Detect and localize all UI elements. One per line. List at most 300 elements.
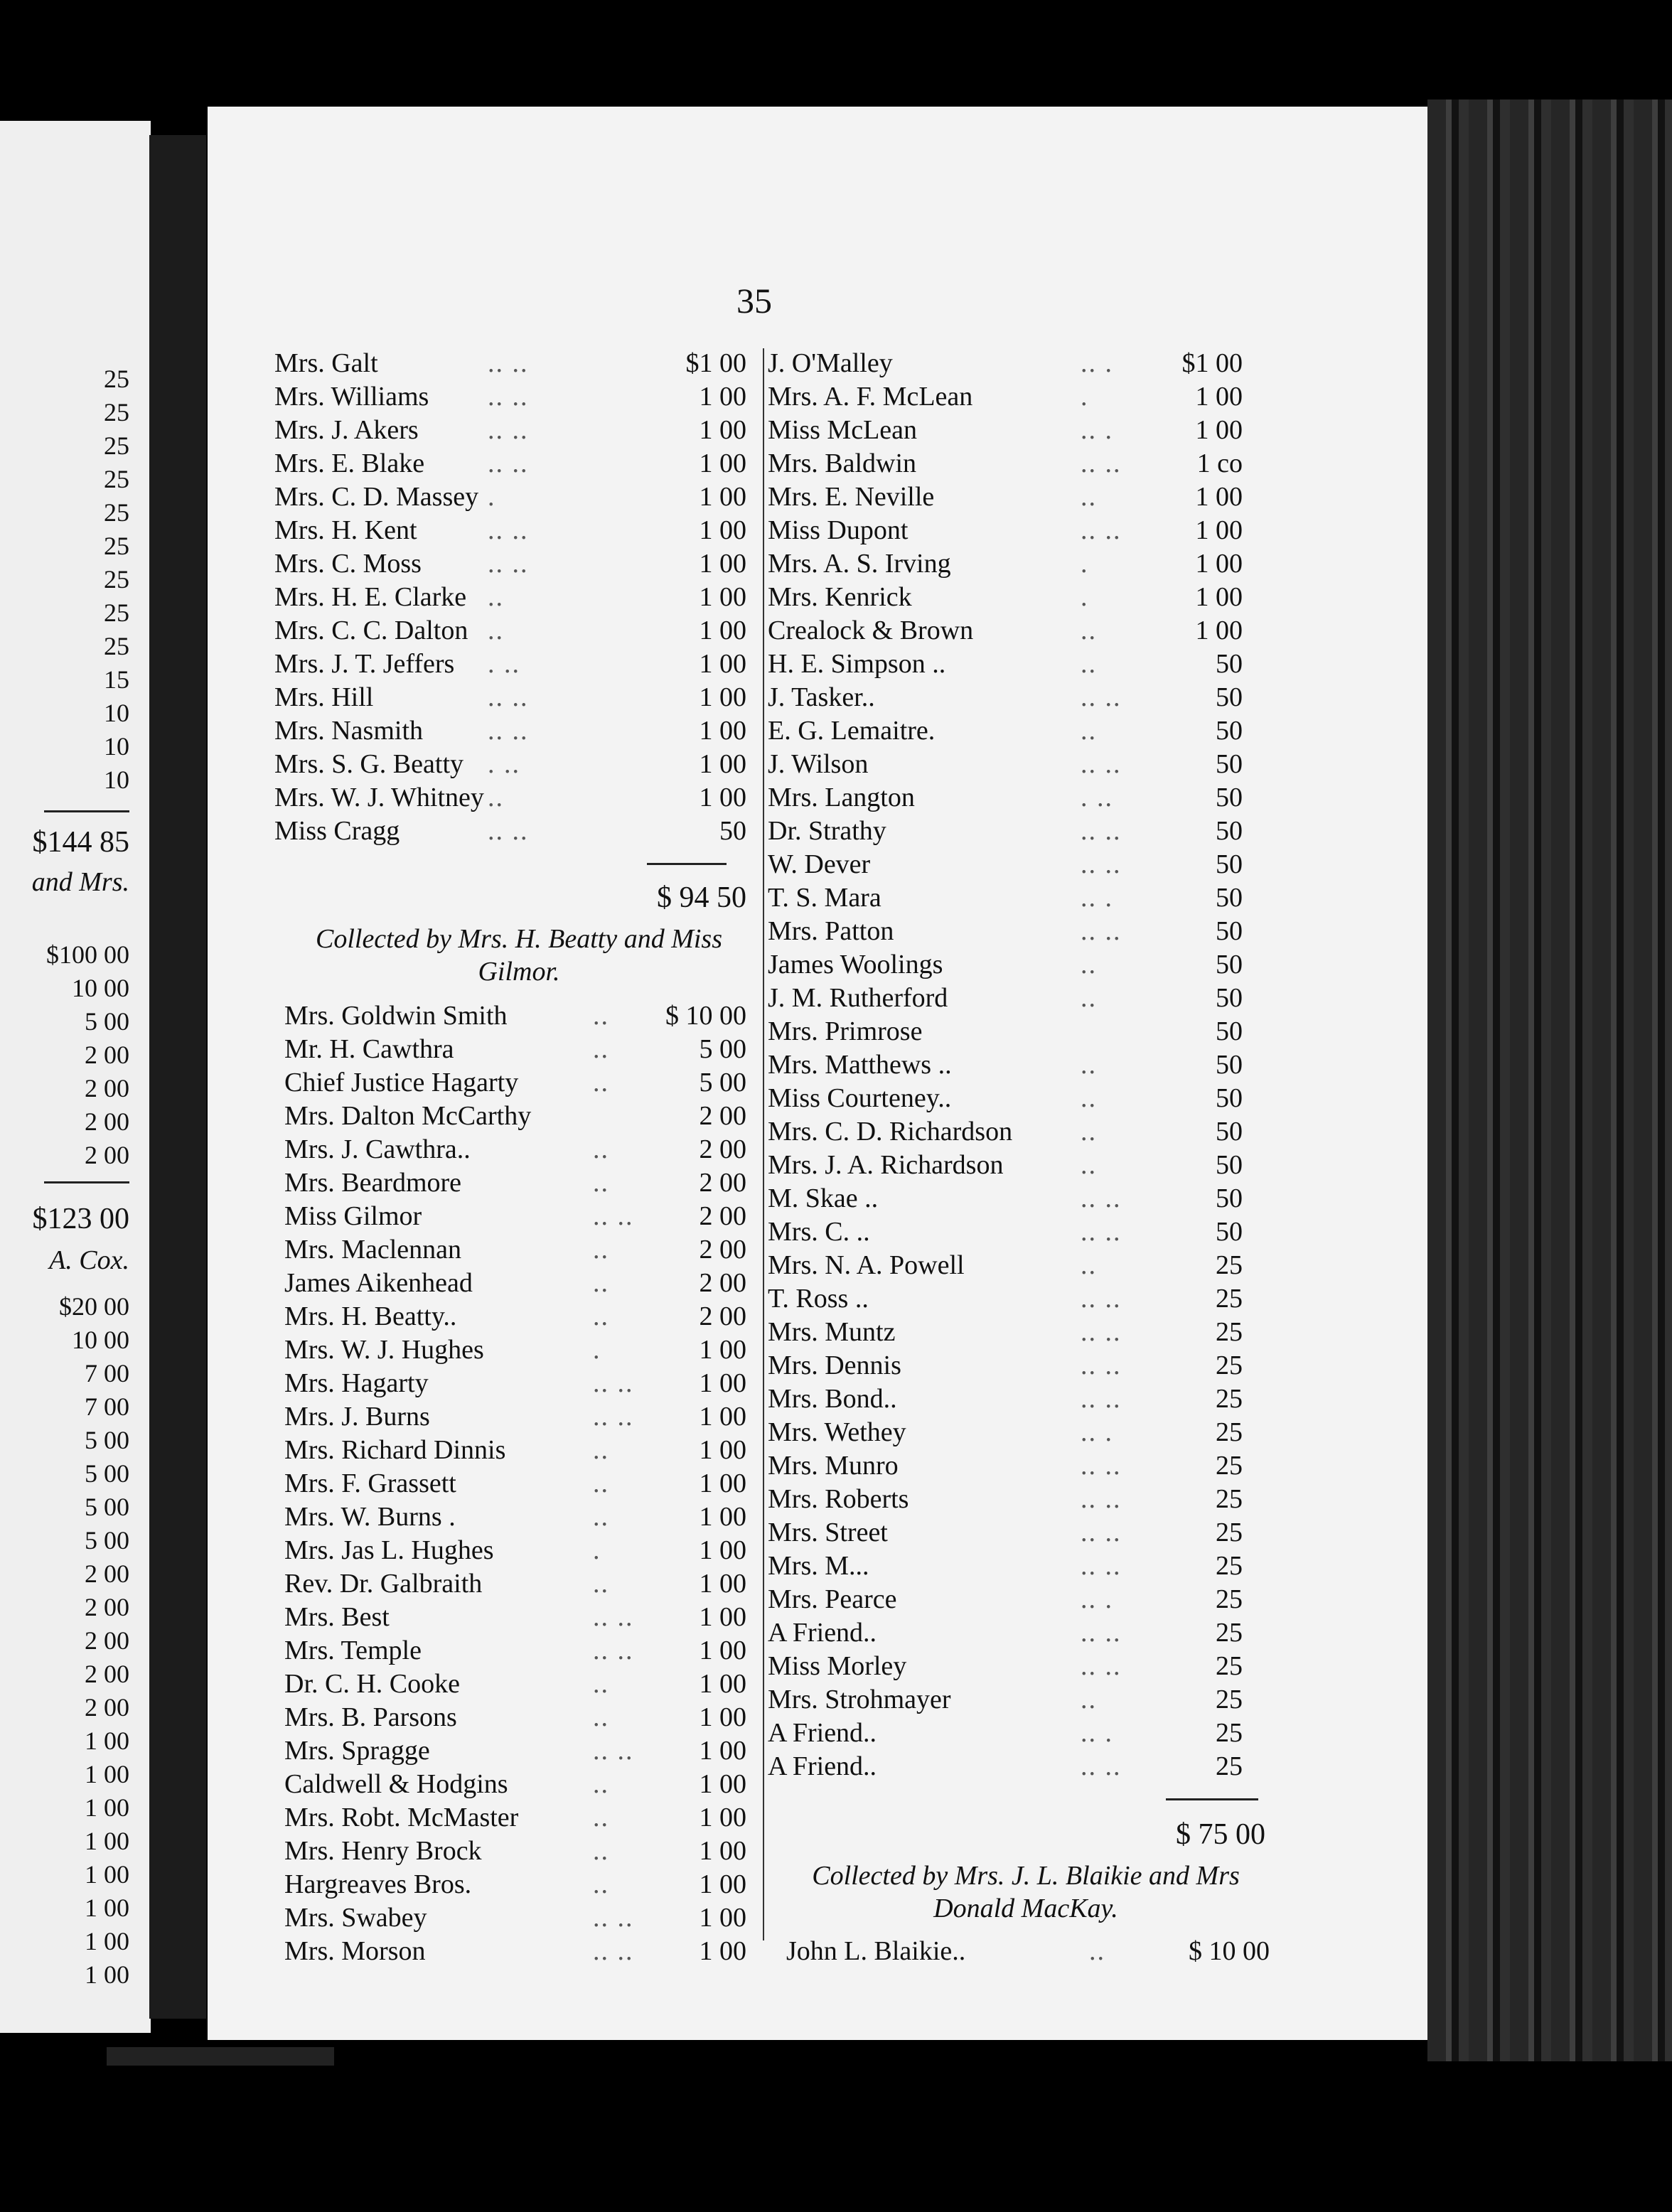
- list-item: [284, 1500, 746, 1534]
- amount: 50: [1216, 1050, 1243, 1080]
- list-item: [768, 1115, 1243, 1149]
- contributor-name: Mrs. Hill: [274, 682, 374, 712]
- amount: 1 00: [699, 1368, 746, 1398]
- amount: 5 00: [85, 1426, 129, 1454]
- contributor-name: Mrs. Street: [768, 1518, 888, 1547]
- list-item: [768, 1215, 1243, 1249]
- contributor-name: Mrs. Morson: [284, 1936, 426, 1966]
- list-item: [768, 1583, 1243, 1616]
- amount: 50: [1216, 1117, 1243, 1147]
- contributor-name: Miss McLean: [768, 415, 918, 445]
- contributor-name: W. Dever: [768, 849, 871, 879]
- list-item: [284, 1601, 746, 1634]
- dot-leader: .. ..: [1081, 1351, 1122, 1380]
- dot-leader: ..: [1081, 1117, 1097, 1147]
- amount: 1 co: [1196, 449, 1243, 478]
- amount: 2 00: [85, 1107, 129, 1136]
- dot-leader: .: [1081, 382, 1089, 412]
- dot-leader: .. ..: [1081, 1518, 1122, 1547]
- dot-leader: .. ..: [488, 716, 529, 746]
- list-item: [284, 1333, 746, 1367]
- amount: 5 00: [699, 1068, 746, 1097]
- amount: 25: [1216, 1718, 1243, 1748]
- contributor-name: Mrs. J. T. Jeffers: [274, 649, 455, 679]
- subtotal: $ 94 50: [657, 881, 746, 914]
- dot-leader: .. ..: [488, 682, 529, 712]
- amount: 25: [104, 532, 129, 560]
- list-item: [284, 999, 746, 1033]
- contributor-name: Mrs. Dalton McCarthy: [284, 1101, 532, 1131]
- dot-leader: ..: [593, 1502, 609, 1532]
- contributor-name: Mrs. Roberts: [768, 1484, 909, 1514]
- amount: 10 00: [72, 1326, 129, 1354]
- amount: 1 00: [699, 1936, 746, 1966]
- amount: 10 00: [72, 974, 129, 1002]
- total-rule: [1166, 1798, 1258, 1800]
- contributor-name: T. Ross ..: [768, 1284, 869, 1314]
- list-item: [768, 881, 1243, 915]
- contributor-name: Mrs. Strohmayer: [768, 1685, 951, 1714]
- amount: 25: [1216, 1317, 1243, 1347]
- page-number: 35: [736, 281, 772, 321]
- dot-leader: . ..: [488, 649, 520, 679]
- list-item: [274, 447, 746, 480]
- contributor-name: Mrs. C. D. Richardson: [768, 1117, 1013, 1147]
- dot-leader: ..: [1081, 1083, 1097, 1113]
- dot-leader: ..: [593, 1068, 609, 1097]
- list-item: [768, 414, 1243, 447]
- amount: 25: [1216, 1284, 1243, 1314]
- contributor-name: Mrs. J. A. Richardson: [768, 1150, 1004, 1180]
- dot-leader: .. ..: [593, 1736, 634, 1766]
- dot-leader: ..: [1081, 482, 1097, 512]
- list-item: [284, 1935, 746, 1968]
- amount: 50: [1216, 916, 1243, 946]
- list-item: [274, 414, 746, 447]
- amount: 2 00: [85, 1559, 129, 1588]
- contributor-name: Mrs. C. Moss: [274, 549, 422, 579]
- dot-leader: .. ..: [1081, 1651, 1122, 1681]
- list-item: [274, 547, 746, 581]
- amount: 1 00: [85, 1793, 129, 1822]
- list-item: [284, 1033, 746, 1066]
- dot-leader: .. ..: [593, 1201, 634, 1231]
- amount: 25: [104, 431, 129, 460]
- list-item: [768, 714, 1243, 748]
- dot-leader: .. ..: [1081, 816, 1122, 846]
- amount: 5 00: [85, 1459, 129, 1488]
- amount: 1 00: [699, 1903, 746, 1933]
- contributor-name: Miss Dupont: [768, 515, 909, 545]
- dot-leader: .. .: [1081, 348, 1113, 378]
- dot-leader: .. ..: [593, 1936, 634, 1966]
- contributor-name: Mrs. Jas L. Hughes: [284, 1535, 494, 1565]
- dot-leader: .. ..: [1081, 515, 1122, 545]
- amount: 50: [1216, 1150, 1243, 1180]
- dot-leader: .. ..: [593, 1903, 634, 1933]
- amount: 2 00: [699, 1134, 746, 1164]
- contributor-name: Mrs. Goldwin Smith: [284, 1001, 508, 1031]
- dot-leader: .. ..: [1081, 1217, 1122, 1247]
- amount: 25: [104, 398, 129, 426]
- list-item: [768, 547, 1243, 581]
- contributor-name: Mrs. A. F. McLean: [768, 382, 973, 412]
- list-item: [768, 1516, 1243, 1550]
- subtotal: $123 00: [32, 1203, 129, 1235]
- dot-leader: .. .: [1081, 883, 1113, 913]
- contributor-name: Dr. C. H. Cooke: [284, 1669, 460, 1699]
- list-item: [768, 614, 1243, 648]
- contributor-name: James Aikenhead: [284, 1268, 473, 1298]
- contributor-name: Mrs. Spragge: [284, 1736, 430, 1766]
- list-item: [768, 1282, 1243, 1316]
- contributor-name: A Friend..: [768, 1718, 877, 1748]
- amount: 25: [1216, 1250, 1243, 1280]
- list-item: [284, 1567, 746, 1601]
- dot-leader: ..: [1081, 983, 1097, 1013]
- amount: 1 00: [699, 716, 746, 746]
- list-item: [768, 1550, 1243, 1583]
- contributor-name: Mrs. Munro: [768, 1451, 899, 1481]
- list-item: [274, 514, 746, 547]
- amount: 25: [1216, 1451, 1243, 1481]
- list-item: [768, 1149, 1243, 1182]
- contributor-name: Mrs. Nasmith: [274, 716, 423, 746]
- dot-leader: ..: [1089, 1936, 1105, 1966]
- amount: 1 00: [699, 1402, 746, 1432]
- section-heading-fragment: A. Cox.: [49, 1245, 129, 1275]
- dot-leader: .. ..: [1081, 682, 1122, 712]
- list-item: [274, 648, 746, 681]
- contributor-name: James Woolings: [768, 950, 943, 979]
- list-item: [284, 1066, 746, 1100]
- amount: 50: [1216, 783, 1243, 812]
- subtotal: $144 85: [32, 826, 129, 859]
- list-item: [768, 848, 1243, 881]
- amount: $1 00: [685, 348, 746, 378]
- dot-leader: .. ..: [1081, 849, 1122, 879]
- dot-leader: .. ..: [488, 449, 529, 478]
- list-item: [768, 1382, 1243, 1416]
- dot-leader: .. ..: [593, 1636, 634, 1665]
- amount: 1 00: [699, 682, 746, 712]
- list-item: [768, 1048, 1243, 1082]
- list-item: [768, 681, 1243, 714]
- contributor-name: Mrs. A. S. Irving: [768, 549, 951, 579]
- amount: 1 00: [85, 1827, 129, 1855]
- contributor-name: Mrs. J. Burns: [284, 1402, 430, 1432]
- contributor-name: Mrs. Robt. McMaster: [284, 1803, 519, 1832]
- contributor-name: J. Wilson: [768, 749, 869, 779]
- contributor-name: Mrs. Henry Brock: [284, 1836, 482, 1866]
- dot-leader: ..: [593, 1803, 609, 1832]
- amount: 1 00: [85, 1760, 129, 1788]
- contributor-name: Mrs. Patton: [768, 916, 894, 946]
- contributor-name: Mrs. J. Akers: [274, 415, 419, 445]
- amount: 1 00: [1195, 415, 1243, 445]
- amount: 1 00: [699, 449, 746, 478]
- dot-leader: ..: [593, 1669, 609, 1699]
- dot-leader: .. ..: [1081, 916, 1122, 946]
- amount: 1 00: [699, 482, 746, 512]
- contributor-name: Miss Morley: [768, 1651, 907, 1681]
- contributor-name: Miss Courteney..: [768, 1083, 952, 1113]
- dot-leader: ..: [1081, 1685, 1097, 1714]
- dot-leader: ..: [488, 582, 504, 612]
- contributor-name: A Friend..: [768, 1751, 877, 1781]
- amount: 50: [1216, 983, 1243, 1013]
- amount: 1 00: [699, 1335, 746, 1365]
- dot-leader: .. ..: [488, 549, 529, 579]
- list-item: [768, 948, 1243, 982]
- dot-leader: ..: [1081, 716, 1097, 746]
- amount: 50: [1216, 1016, 1243, 1046]
- amount: 1 00: [85, 1727, 129, 1755]
- list-item: [284, 1668, 746, 1701]
- contributor-name: Mrs. J. Cawthra..: [284, 1134, 471, 1164]
- dot-leader: ..: [1081, 950, 1097, 979]
- contributor-name: M. Skae ..: [768, 1183, 879, 1213]
- dot-leader: .: [593, 1335, 601, 1365]
- contributor-name: Mrs. H. Beatty..: [284, 1301, 457, 1331]
- amount: 25: [1216, 1618, 1243, 1648]
- contributor-name: Miss Cragg: [274, 816, 400, 846]
- contributor-name: Mrs. W. Burns .: [284, 1502, 456, 1532]
- list-item: [768, 1316, 1243, 1349]
- list-item: [768, 1650, 1243, 1683]
- list-item: [284, 1400, 746, 1434]
- amount: 50: [719, 816, 746, 846]
- list-item: [284, 1267, 746, 1300]
- list-item: [274, 347, 746, 380]
- contributor-name: Mrs. Galt: [274, 348, 378, 378]
- amount: 10: [104, 699, 129, 727]
- list-item: [284, 1768, 746, 1801]
- list-item: [274, 714, 746, 748]
- contributor-name: Mrs. W. J. Hughes: [284, 1335, 484, 1365]
- dot-leader: ..: [488, 783, 504, 812]
- dot-leader: .. ..: [1081, 1551, 1122, 1581]
- amount: 25: [104, 498, 129, 527]
- amount: 25: [1216, 1584, 1243, 1614]
- contributor-name: Mrs. C. D. Massey: [274, 482, 479, 512]
- list-item: [768, 1483, 1243, 1516]
- contributor-name: Mrs. Langton: [768, 783, 915, 812]
- list-item: [284, 1634, 746, 1668]
- amount: 25: [104, 598, 129, 627]
- list-item: [284, 1868, 746, 1901]
- amount: 1 00: [1195, 382, 1243, 412]
- amount: 2 00: [699, 1268, 746, 1298]
- contributor-name: Mrs. Maclennan: [284, 1235, 462, 1265]
- dot-leader: ..: [593, 1268, 609, 1298]
- contributor-name: Hargreaves Bros.: [284, 1869, 472, 1899]
- contributor-name: Mrs. Hagarty: [284, 1368, 429, 1398]
- amount: 25: [1216, 1384, 1243, 1414]
- amount: 1 00: [699, 1569, 746, 1599]
- amount: $ 10 00: [665, 1001, 746, 1031]
- amount: 25: [1216, 1417, 1243, 1447]
- dot-leader: ..: [593, 1469, 609, 1498]
- dot-leader: ..: [593, 1869, 609, 1899]
- amount: 2 00: [85, 1041, 129, 1069]
- dot-leader: .. ..: [1081, 1284, 1122, 1314]
- dot-leader: .. ..: [1081, 1751, 1122, 1781]
- dot-leader: .. ..: [488, 382, 529, 412]
- list-item: [284, 1734, 746, 1768]
- amount: 1 00: [699, 415, 746, 445]
- amount: 2 00: [85, 1141, 129, 1169]
- list-item: [284, 1801, 746, 1835]
- contributor-name: Mrs. Matthews ..: [768, 1050, 952, 1080]
- dot-leader: .. ..: [1081, 449, 1122, 478]
- amount: 1 00: [699, 1836, 746, 1866]
- contributor-name: Chief Justice Hagarty: [284, 1068, 519, 1097]
- dot-leader: .. ..: [1081, 1451, 1122, 1481]
- contributor-name: Mrs. H. E. Clarke: [274, 582, 467, 612]
- amount: 25: [1216, 1351, 1243, 1380]
- list-item: [284, 1200, 746, 1233]
- amount: 50: [1216, 849, 1243, 879]
- dot-leader: .. ..: [488, 816, 529, 846]
- dot-leader: .. ..: [1081, 749, 1122, 779]
- amount: 2 00: [699, 1235, 746, 1265]
- list-item: [768, 1449, 1243, 1483]
- dot-leader: .. ..: [488, 515, 529, 545]
- amount: 50: [1216, 1217, 1243, 1247]
- amount: 1 00: [85, 1860, 129, 1889]
- list-item: [284, 1100, 746, 1133]
- dot-leader: ..: [593, 1769, 609, 1799]
- amount: $ 10 00: [1189, 1936, 1270, 1966]
- column-divider: [763, 348, 764, 1940]
- section-heading: Collected by Mrs. H. Beatty and Miss Gilmor.: [315, 924, 722, 987]
- list-item: [274, 380, 746, 414]
- dot-leader: ..: [593, 1301, 609, 1331]
- list-item: [284, 1467, 746, 1500]
- list-item: [284, 1434, 746, 1467]
- list-item: [284, 1701, 746, 1734]
- list-item: [768, 1249, 1243, 1282]
- amount: 1 00: [1195, 549, 1243, 579]
- amount: 2 00: [85, 1074, 129, 1102]
- amount: 5 00: [85, 1493, 129, 1521]
- contributor-name: Mrs. Temple: [284, 1636, 422, 1665]
- amount: 1 00: [699, 549, 746, 579]
- list-item: [274, 681, 746, 714]
- amount: 2 00: [85, 1593, 129, 1621]
- amount: 15: [104, 665, 129, 694]
- dot-leader: .. ..: [488, 415, 529, 445]
- contributor-name: Mrs. Baldwin: [768, 449, 916, 478]
- list-item: [284, 1300, 746, 1333]
- contributor-name: Mrs. H. Kent: [274, 515, 417, 545]
- dot-leader: .: [1081, 582, 1089, 612]
- dot-leader: ..: [1081, 616, 1097, 645]
- contributor-name: John L. Blaikie..: [786, 1936, 966, 1966]
- amount: 5 00: [85, 1526, 129, 1555]
- contributor-name: T. S. Mara: [768, 883, 881, 913]
- list-item: [284, 1166, 746, 1200]
- dot-leader: ..: [593, 1034, 609, 1064]
- contributor-name: Mrs. E. Blake: [274, 449, 425, 478]
- contributor-name: Mrs. Muntz: [768, 1317, 896, 1347]
- list-item: [768, 1015, 1243, 1048]
- list-item: [284, 1534, 746, 1567]
- book-page-edges: [1427, 100, 1672, 2061]
- amount: 1 00: [699, 1435, 746, 1465]
- amount: 25: [1216, 1651, 1243, 1681]
- amount: 50: [1216, 816, 1243, 846]
- amount: 1 00: [85, 1894, 129, 1922]
- dot-leader: .. ..: [1081, 1183, 1122, 1213]
- amount: $20 00: [59, 1292, 129, 1321]
- list-item: [768, 1416, 1243, 1449]
- list-item: [786, 1935, 1270, 1968]
- dot-leader: ..: [593, 1702, 609, 1732]
- amount: 7 00: [85, 1359, 129, 1387]
- dot-leader: .. .: [1081, 1718, 1113, 1748]
- dot-leader: .. .: [1081, 1584, 1113, 1614]
- list-item: [768, 1750, 1243, 1783]
- book-edge-strip: [107, 2047, 334, 2066]
- dot-leader: .. ..: [593, 1368, 634, 1398]
- list-item: [274, 480, 746, 514]
- dot-leader: ..: [593, 1134, 609, 1164]
- amount: 1 00: [699, 1702, 746, 1732]
- amount: 10: [104, 766, 129, 794]
- list-item: [768, 915, 1243, 948]
- amount: 1 00: [699, 1636, 746, 1665]
- list-item: [768, 581, 1243, 614]
- contributor-name: H. E. Simpson ..: [768, 649, 946, 679]
- dot-leader: ..: [1081, 1050, 1097, 1080]
- amount: 2 00: [699, 1201, 746, 1231]
- list-item: [768, 1717, 1243, 1750]
- dot-leader: ..: [593, 1168, 609, 1198]
- contributor-name: Mrs. Bond..: [768, 1384, 897, 1414]
- amount: 1 00: [699, 1769, 746, 1799]
- amount: 1 00: [699, 649, 746, 679]
- amount: 1 00: [1195, 616, 1243, 645]
- contributor-name: Mrs. Primrose: [768, 1016, 923, 1046]
- amount: 2 00: [85, 1693, 129, 1722]
- dot-leader: ..: [593, 1001, 609, 1031]
- amount: 1 00: [1195, 482, 1243, 512]
- contributor-name: Mrs. E. Neville: [768, 482, 935, 512]
- contributor-name: Mrs. S. G. Beatty: [274, 749, 463, 779]
- dot-leader: .. ..: [1081, 1317, 1122, 1347]
- dot-leader: .: [593, 1535, 601, 1565]
- amount: 1 00: [699, 616, 746, 645]
- amount: 5 00: [85, 1007, 129, 1036]
- amount: 1 00: [699, 1535, 746, 1565]
- amount: 2 00: [699, 1301, 746, 1331]
- list-item: [284, 1367, 746, 1400]
- list-item: [768, 748, 1243, 781]
- dot-leader: .. ..: [488, 348, 529, 378]
- list-item: [768, 1683, 1243, 1717]
- amount: 50: [1216, 749, 1243, 779]
- contributor-name: J. M. Rutherford: [768, 983, 948, 1013]
- amount: 2 00: [699, 1168, 746, 1198]
- amount: 50: [1216, 716, 1243, 746]
- amount: 2 00: [85, 1626, 129, 1655]
- amount: 2 00: [699, 1101, 746, 1131]
- amount: 1 00: [699, 1502, 746, 1532]
- contributor-name: Miss Gilmor: [284, 1201, 422, 1231]
- amount: 1 00: [699, 1869, 746, 1899]
